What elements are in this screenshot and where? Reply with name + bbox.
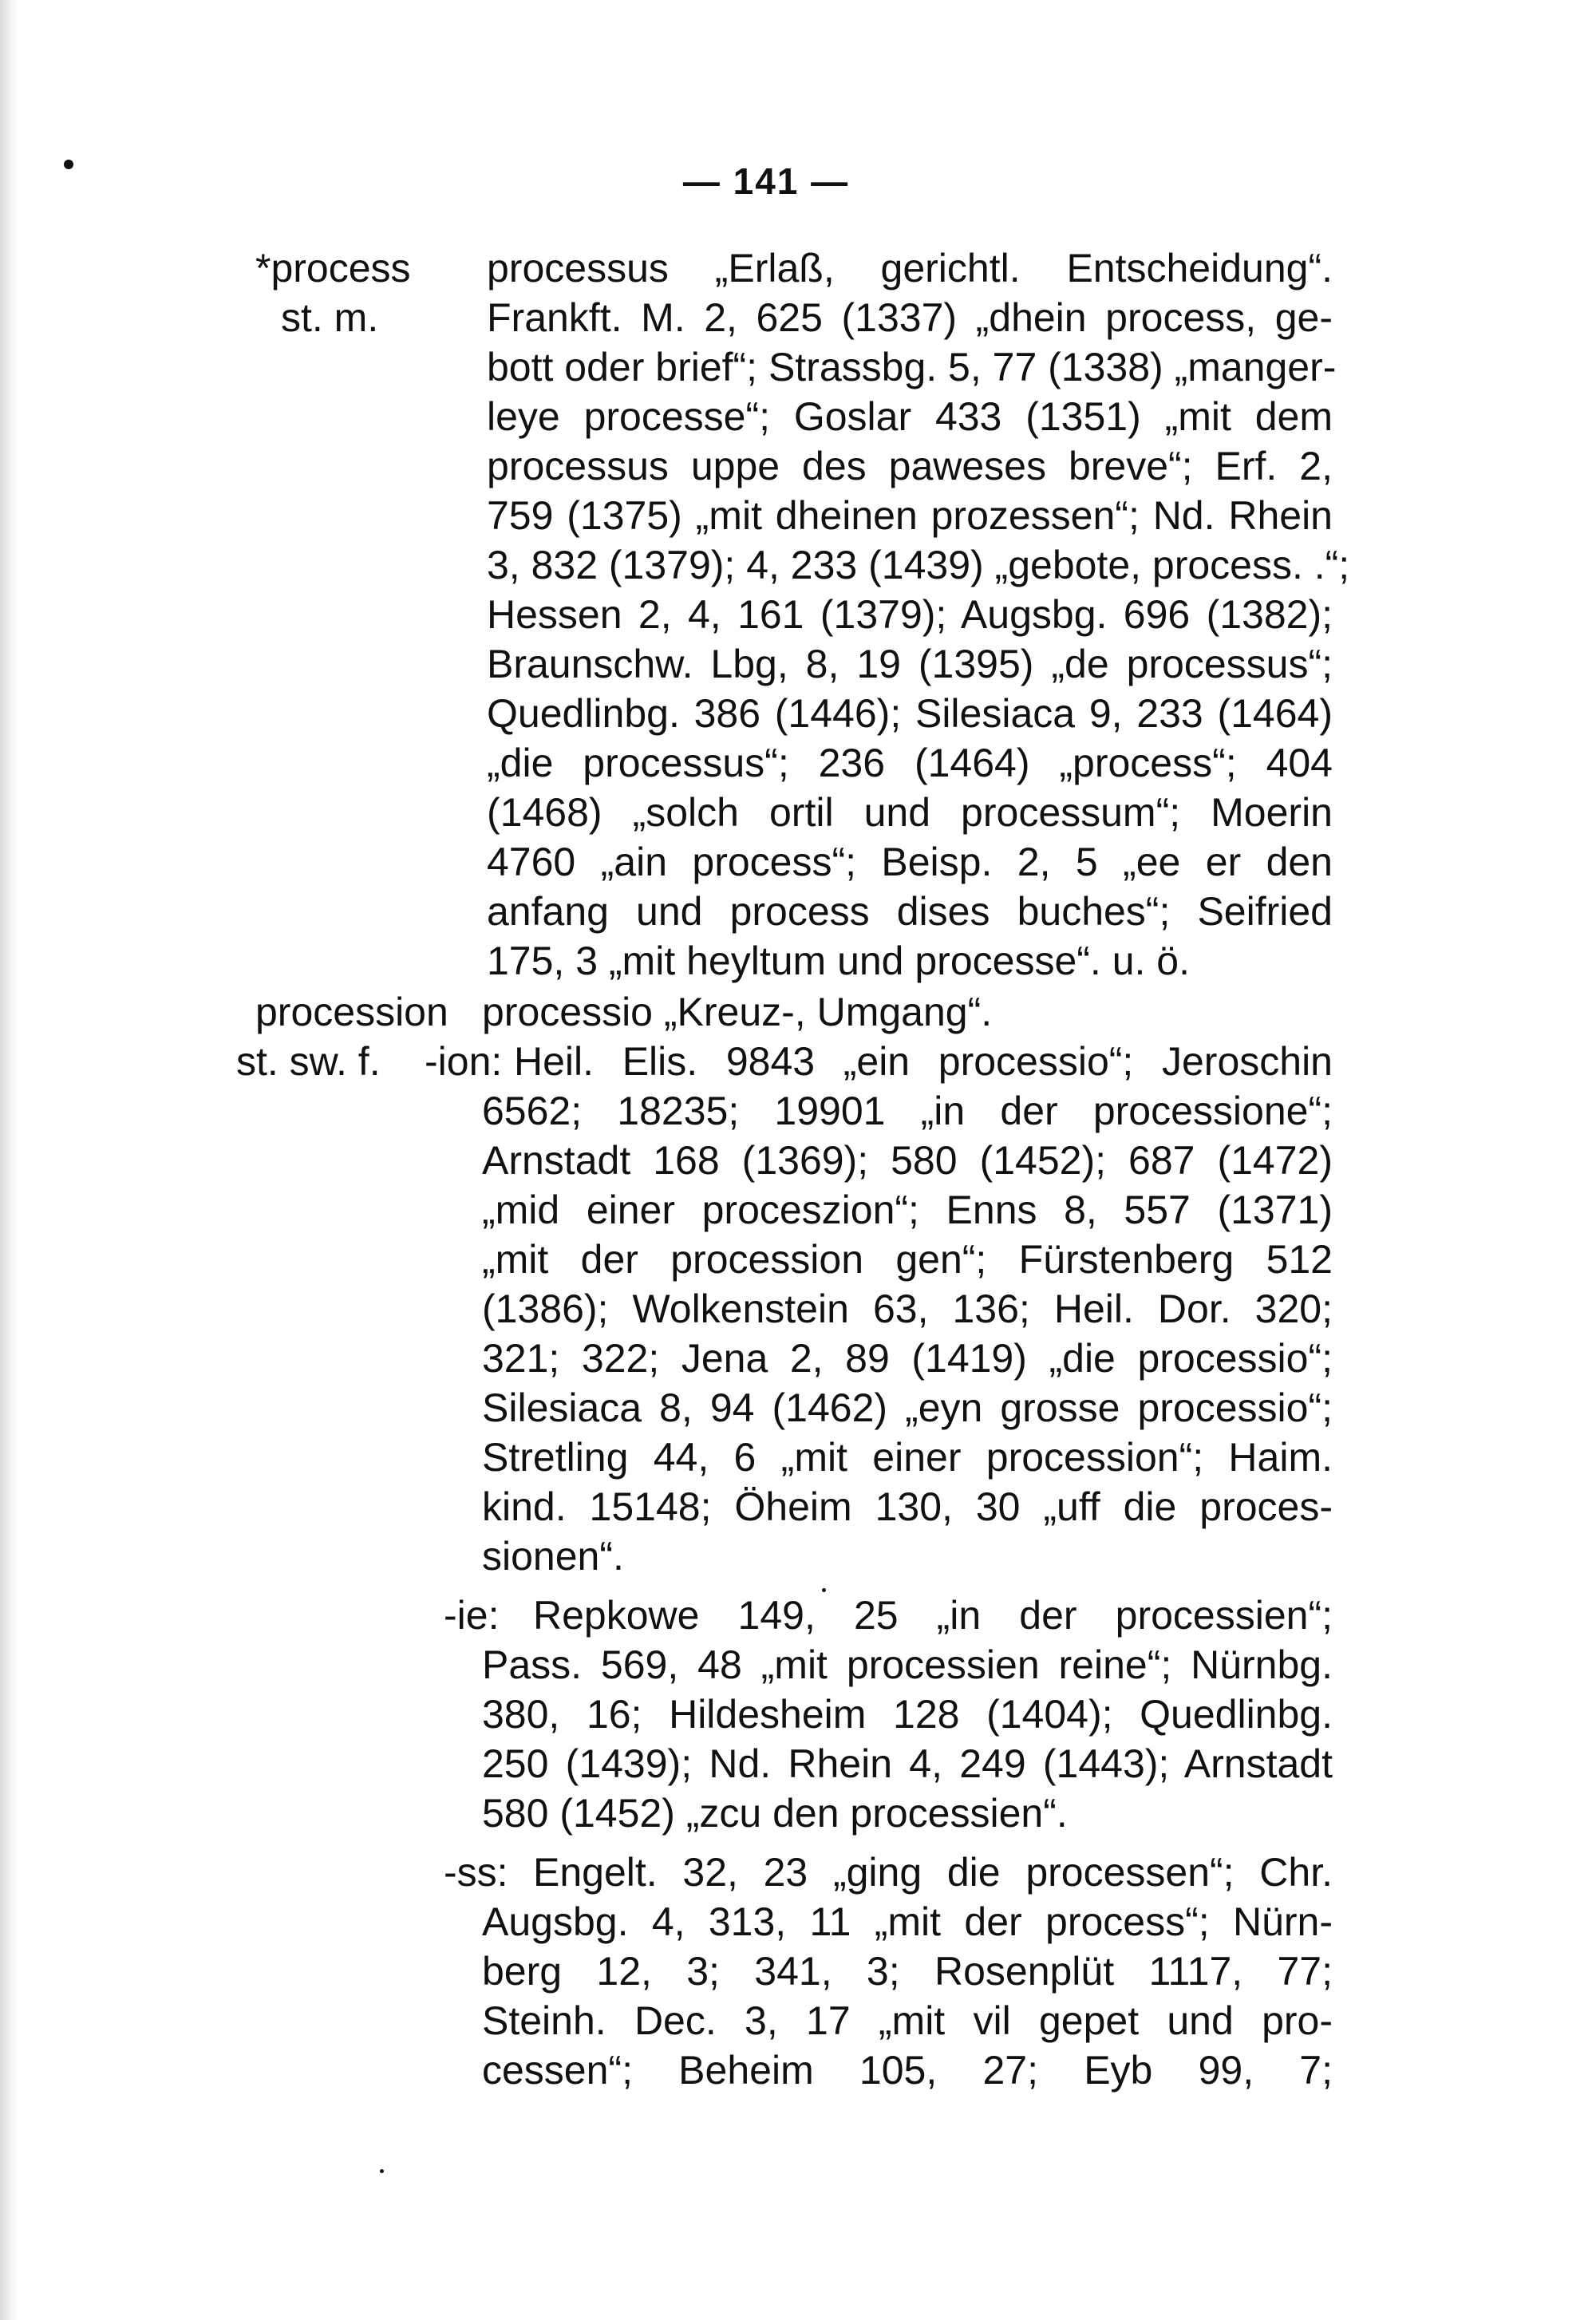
entry-text-line: (1386); Wolkenstein 63, 136; Heil. Dor. 320; xyxy=(482,1286,1333,1331)
entry-text-line: (1468) „solch ortil und processum“; Moerin xyxy=(487,790,1333,835)
entry-text-line: 175, 3 „mit heyltum und processe“. u. ö. xyxy=(487,939,1190,983)
entry-text-line: Steinh. Dec. 3, 17 „mit vil gepet und pro- xyxy=(482,1998,1333,2043)
entry-text-line: Quedlinbg. 386 (1446); Silesiaca 9, 233 (1464) xyxy=(487,691,1333,736)
entry-text-line: Silesiaca 8, 94 (1462) „eyn grosse processio“; xyxy=(482,1385,1333,1430)
entry-text-line: bott oder brief“; Strassbg. 5, 77 (1338) „manger- xyxy=(487,345,1337,389)
entry-text-line: kind. 15148; Öheim 130, 30 „uff die proces- xyxy=(482,1484,1333,1529)
entry-text-line: „mit der procession gen“; Fürstenberg 512 xyxy=(482,1237,1333,1282)
entry-text-line: Arnstadt 168 (1369); 580 (1452); 687 (1472) xyxy=(482,1138,1333,1183)
entry-text-line: „mid einer proceszion“; Enns 8, 557 (1371) xyxy=(482,1188,1333,1232)
entry-text-line: 759 (1375) „mit dheinen prozessen“; Nd. Rhein xyxy=(487,493,1333,538)
variant-suffix-ion: -ion: xyxy=(425,1039,503,1084)
entry-lemma: *process xyxy=(255,246,411,290)
entry-text-line: Engelt. 32, 23 „ging die processen“; Chr. xyxy=(533,1850,1333,1895)
entry-text-line: 380, 16; Hildesheim 128 (1404); Quedlinbg. xyxy=(482,1692,1333,1737)
entry-grammar: st. m. xyxy=(281,295,379,340)
entry-text-line: 6562; 18235; 19901 „in der processione“; xyxy=(482,1089,1333,1133)
entry-text-line: 4760 „ain process“; Beisp. 2, 5 „ee er den xyxy=(487,840,1333,884)
entry-text-line: berg 12, 3; 341, 3; Rosenplüt 1117, 77; xyxy=(482,1949,1333,1994)
page-number: — 141 — xyxy=(682,160,850,202)
entry-text-line: 580 (1452) „zcu den processien“. xyxy=(482,1791,1068,1836)
entry-text-line: Augsbg. 4, 313, 11 „mit der process“; Nürn- xyxy=(482,1899,1333,1944)
entry-text-line: sionen“. xyxy=(482,1534,624,1579)
scan-edge xyxy=(0,0,18,2320)
entry-text-line: 321; 322; Jena 2, 89 (1419) „die processio“; xyxy=(482,1336,1333,1381)
entry-definition: processio „Kreuz-, Umgang“. xyxy=(482,990,993,1034)
entry-text-line: Pass. 569, 48 „mit processien reine“; Nürnbg. xyxy=(482,1642,1333,1687)
entry-text-line: Braunschw. Lbg, 8, 19 (1395) „de processus“; xyxy=(487,642,1333,686)
entry-text-line: Repkowe 149, 25 „in der processien“; xyxy=(533,1593,1333,1638)
entry-text-line: Hessen 2, 4, 161 (1379); Augsbg. 696 (1382); xyxy=(487,592,1333,637)
entry-text-line: 3, 832 (1379); 4, 233 (1439) „gebote, process. .“; xyxy=(487,543,1350,587)
entry-text-line: Frankft. M. 2, 625 (1337) „dhein process, ge- xyxy=(487,295,1333,340)
variant-suffix-ss: -ss: xyxy=(444,1850,508,1895)
entry-grammar: st. sw. f. xyxy=(236,1039,381,1084)
variant-suffix-ie: -ie: xyxy=(444,1593,500,1638)
entry-text-line: „die processus“; 236 (1464) „process“; 404 xyxy=(487,741,1333,785)
entry-text-line: anfang und process dises buches“; Seifried xyxy=(487,889,1333,934)
entry-lemma: procession xyxy=(255,990,448,1034)
ink-speck xyxy=(822,1588,826,1592)
entry-text-line: Stretling 44, 6 „mit einer procession“; Haim. xyxy=(482,1435,1333,1480)
entry-text-line: processus „Erlaß, gerichtl. Entscheidung“. xyxy=(487,246,1333,290)
entry-text-line: 250 (1439); Nd. Rhein 4, 249 (1443); Arnstadt xyxy=(482,1741,1333,1786)
entry-text-line: Heil. Elis. 9843 „ein processio“; Jeroschin xyxy=(514,1039,1333,1084)
entry-text-line: cessen“; Beheim 105, 27; Eyb 99, 7; xyxy=(482,2048,1333,2093)
entry-text-line: processus uppe des paweses breve“; Erf. 2, xyxy=(487,444,1333,488)
entry-text-line: leye processe“; Goslar 433 (1351) „mit dem xyxy=(487,394,1333,439)
ink-speck xyxy=(380,2169,384,2173)
